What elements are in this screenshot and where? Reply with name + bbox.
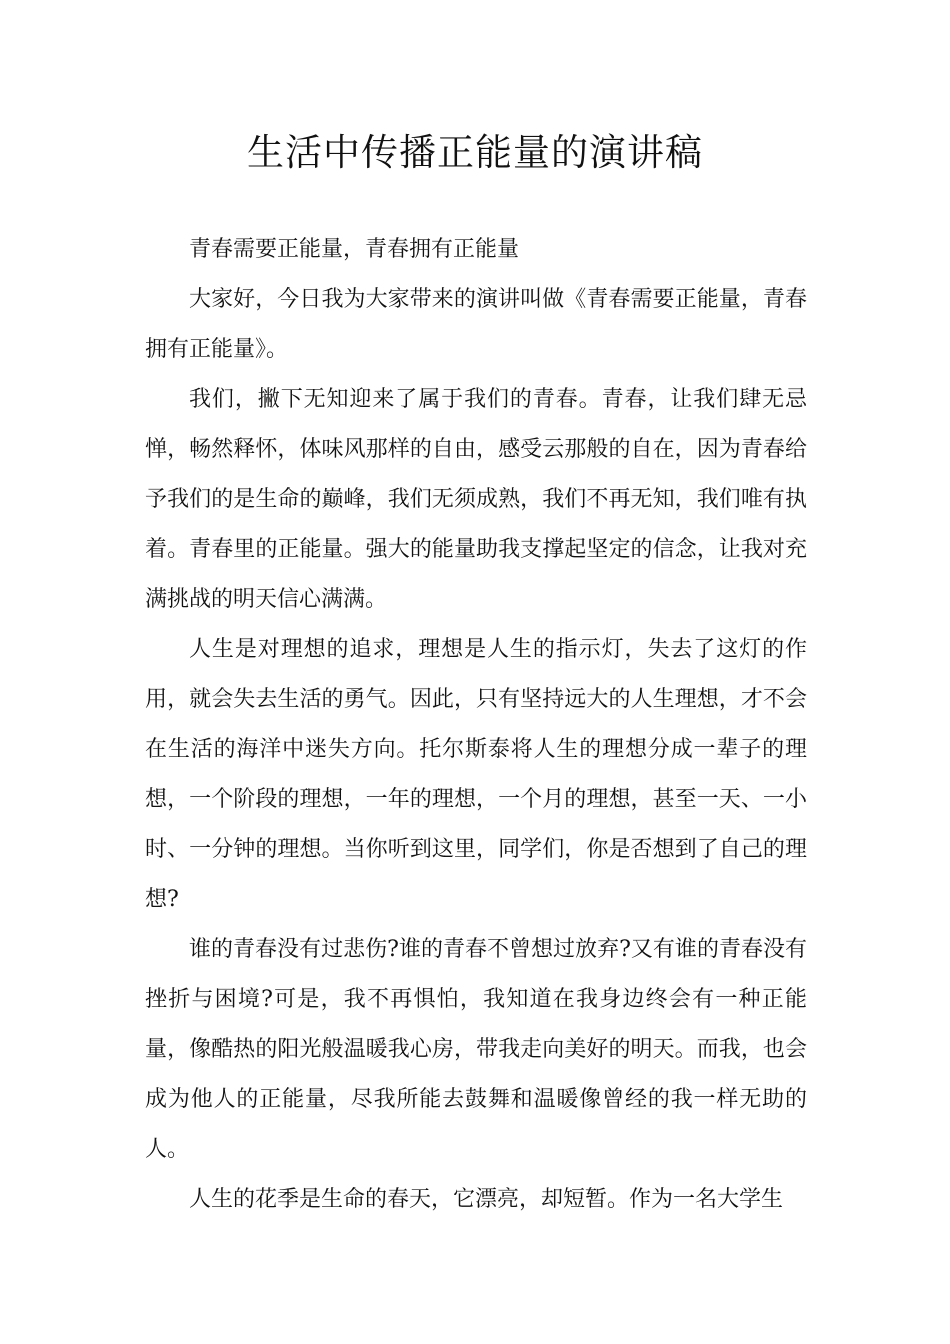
paragraph: 大家好，今日我为大家带来的演讲叫做《青春需要正能量，青春拥有正能量》。 — [145, 287, 807, 362]
document-body — [145, 225, 807, 1225]
paragraph: 我们，撇下无知迎来了属于我们的青春。青春，让我们肆无忌惮，畅然释怀，体味风那样的自由，感受云那般的自在，因为青春给予我们的是生命的巅峰，我们无须成熟，我们不再无知，我们唯有执着。青春里的正能量。强大的能量助我支撑起坚定的信念，让我对充满挑战的明天信心满满。 — [145, 387, 807, 612]
paragraph-subtitle: 青春需要正能量，青春拥有正能量 — [189, 237, 520, 262]
paragraph: 人生是对理想的追求，理想是人生的指示灯，失去了这灯的作用，就会失去生活的勇气。因此，只有坚持远大的人生理想，才不会在生活的海洋中迷失方向。托尔斯泰将人生的理想分成一辈子的理想，一个阶段的理想，一年的理想，一个月的理想，甚至一天、一小时、一分钟的理想。当你听到这里，同学们，你是否想到了自己的理想? — [145, 637, 807, 912]
paragraph: 人生的花季是生命的春天，它漂亮，却短暂。作为一名大学生 — [189, 1187, 784, 1212]
document-title: 生活中传播正能量的演讲稿 — [247, 131, 703, 174]
paragraph: 谁的青春没有过悲伤?谁的青春不曾想过放弃?又有谁的青春没有挫折与困境?可是，我不再惧怕，我知道在我身边终会有一种正能量，像酷热的阳光般温暖我心房，带我走向美好的明天。而我，也会成为他人的正能量，尽我所能去鼓舞和温暖像曾经的我一样无助的人。 — [145, 937, 807, 1162]
